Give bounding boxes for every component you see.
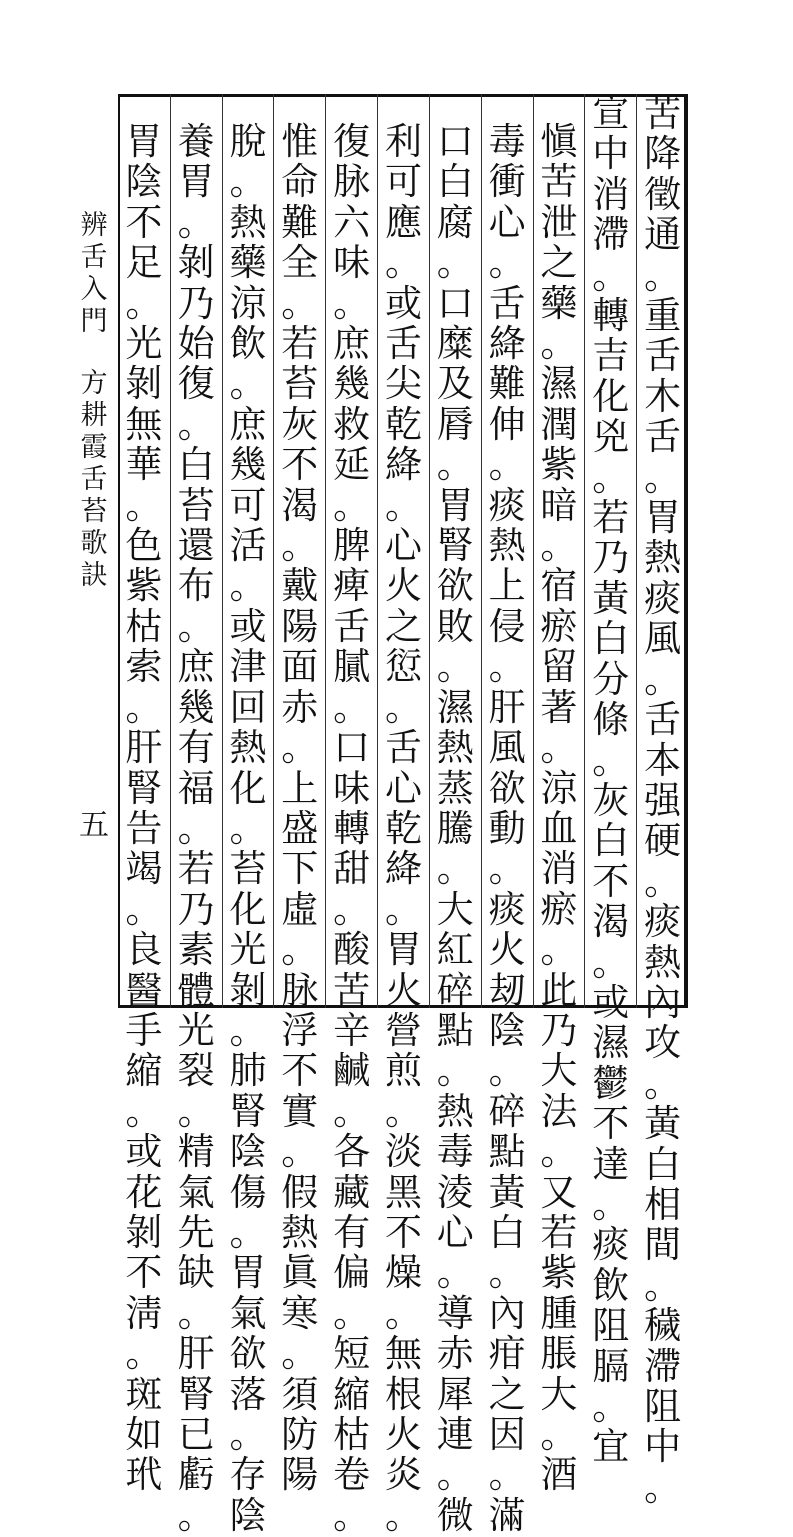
text-column: 養 胃 。 剝 乃 始 復 。 白 苔 還 布 。 庶 幾 有 福 。 若 乃 素 體 光 裂 。 精 氣 先 缺 。 肝 腎 已 虧 。 — [170, 94, 222, 1008]
text-column: 胃 陰 不 足 。 光 剝 無 華 。 色 紫 枯 索 。 肝 腎 告 竭 。 良 醫 手 縮 。 或 花 剝 不 淸 。 斑 如 玳 — [125, 120, 163, 1497]
text-column: 宣 中 消 滯 。 轉 吉 化 兇 。 若 乃 黃 白 分 條 。 灰 白 不 渴 。 或 濕 鬱 不 達 。 痰 飲 阻 膈 。 宜 — [584, 94, 636, 1008]
text-column: 惟 命 難 全 。 若 苔 灰 不 渴 。 戴 陽 面 赤 。 上 盛 下 虛 。 脉 浮 不 實 。 假 熱 眞 寒 。 須 防 陽 — [273, 94, 325, 1008]
section-title: 方 耕 霞 舌 苔 歌 訣 — [80, 368, 108, 591]
text-column: 苦 降 徵 通 。 重 舌 木 舌 。 胃 熱 痰 風 。 舌 本 强 硬 。 痰 熱 內 攻 。 黃 白 相 間 。 穢 滯 阻 中 。 — [636, 94, 688, 1008]
text-column: 復 脉 六 味 。 庶 幾 救 延 。 脾 痺 舌 膩 。 口 味 轉 甜 。 酸 苦 辛 鹹 。 各 藏 有 偏 。 短 縮 枯 卷 。 — [325, 94, 377, 1008]
gutter-header — [74, 210, 114, 592]
text-column: 脫 。 熱 藥 涼 飲 。 庶 幾 可 活 。 或 津 回 熱 化 。 苔 化 光 剝 。 肺 腎 陰 傷 。 胃 氣 欲 落 。 存 陰 — [222, 94, 274, 1008]
page-number: 五 — [79, 808, 109, 843]
text-columns — [118, 92, 688, 1537]
text-column: 愼 苦 泄 之 藥 。 濕 潤 紫 暗 。 宿 瘀 留 著 。 涼 血 消 瘀 。 此 乃 大 法 。 又 若 紫 腫 脹 大 。 酒 — [533, 94, 585, 1008]
text-column: 利 可 應 。 或 舌 尖 乾 絳 。 心 火 之 愆 。 舌 心 乾 絳 。 胃 火 營 煎 。 淡 黑 不 燥 。 無 根 火 炎 。 — [377, 94, 429, 1008]
text-column: 毒 衝 心 。 舌 絳 難 伸 。 痰 熱 上 侵 。 肝 風 欲 動 。 痰 火 刼 陰 。 碎 點 黃 白 。 內 疳 之 因 。 滿 — [481, 94, 533, 1008]
text-column: 口 白 腐 。 口 糜 及 脣 。 胃 腎 欲 敗 。 濕 熱 蒸 騰 。 大 紅 碎 點 。 熱 毒 淩 心 。 導 赤 犀 連 。 微 — [429, 94, 481, 1008]
book-title: 辨 舌 入 門 — [80, 210, 108, 337]
